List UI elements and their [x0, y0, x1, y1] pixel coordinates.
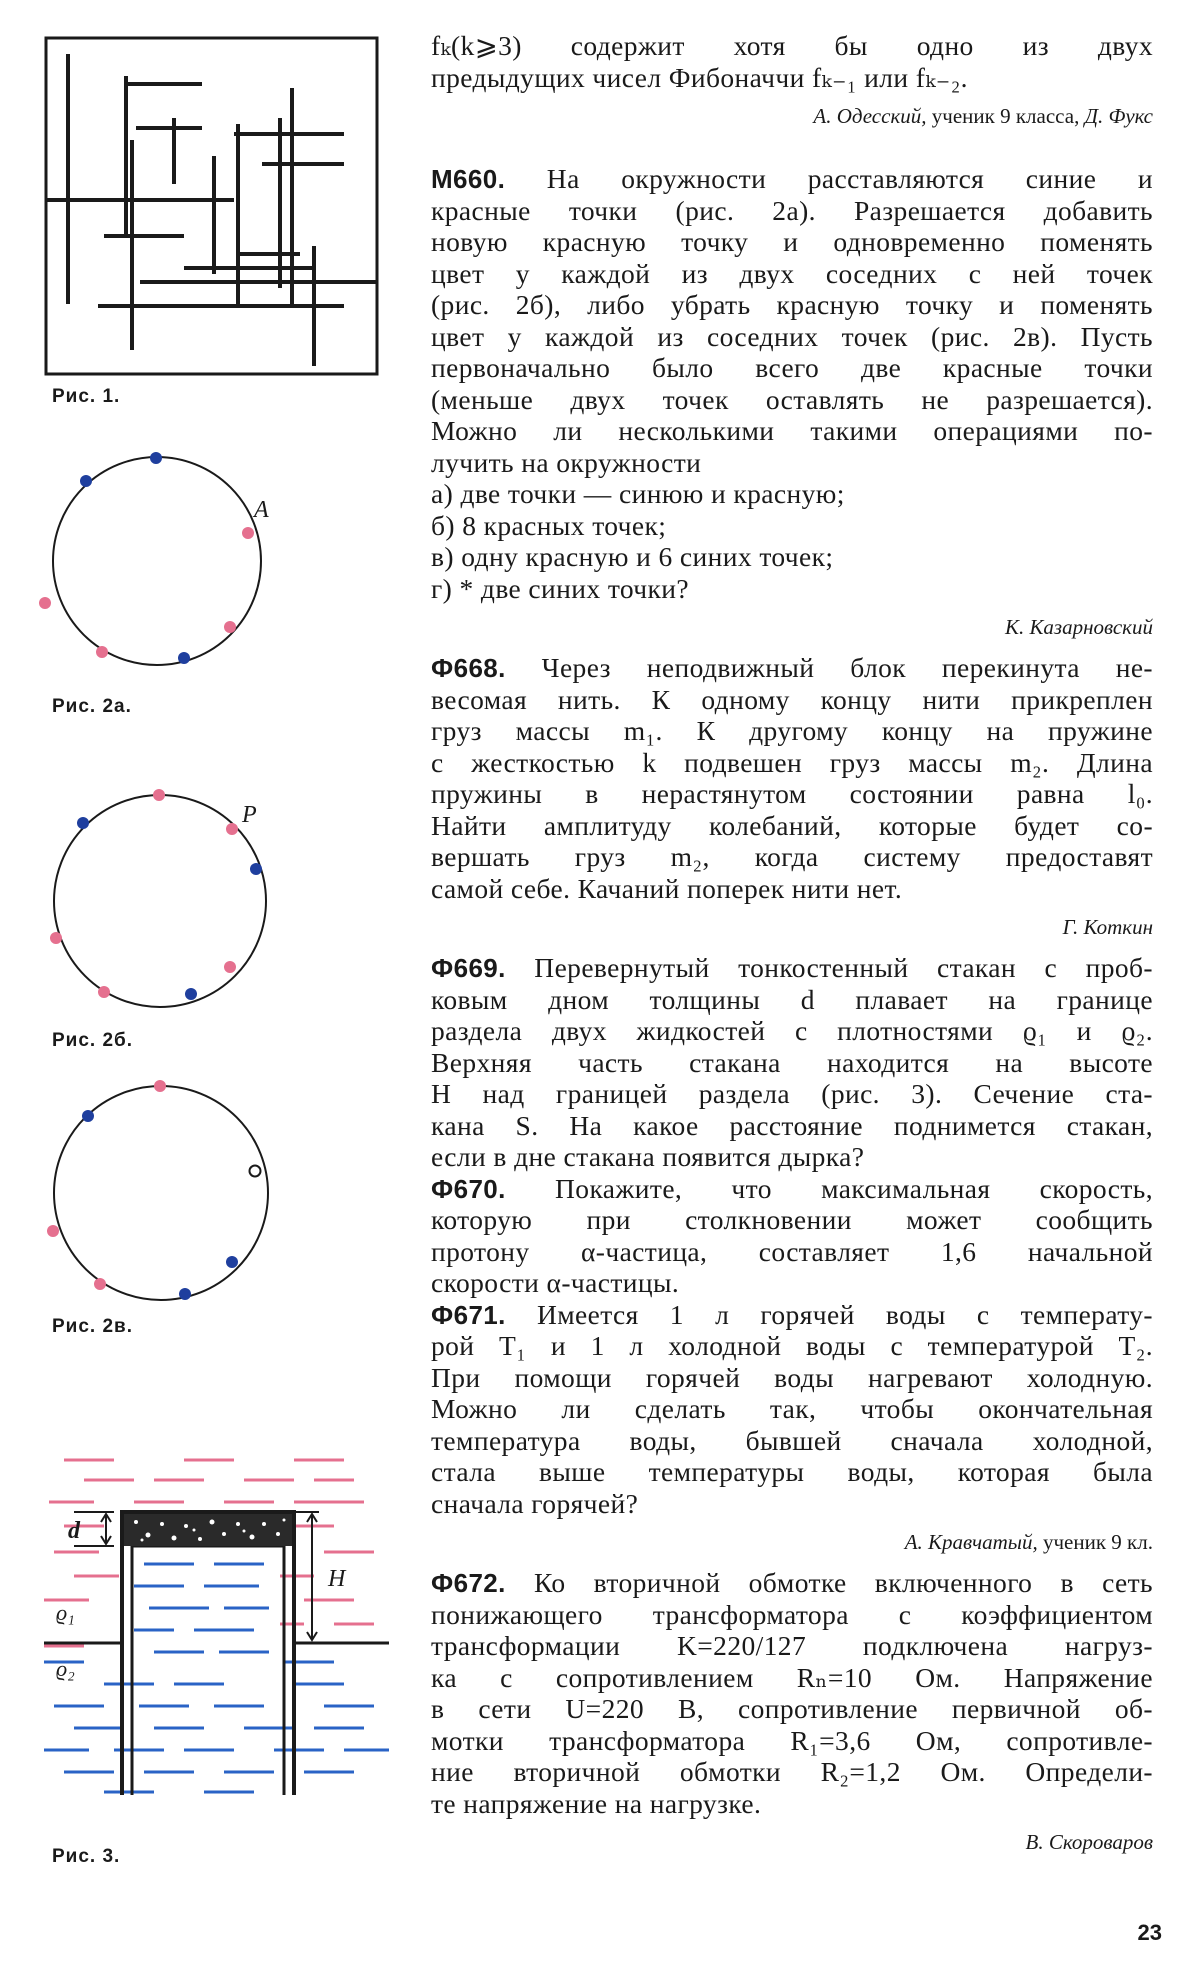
- figure-2b-circle: [44, 784, 284, 1014]
- pink-point: [226, 823, 238, 835]
- list-item: б) 8 красных точек;: [431, 509, 667, 541]
- problem-id: Ф669.: [431, 953, 506, 983]
- pink-point: [224, 621, 236, 633]
- text-line: (меньше двух точек оставлять не разрешается).: [431, 383, 1153, 415]
- blue-point: [82, 1110, 94, 1122]
- text-line: понижающего трансформатора с коэффициентом: [431, 1598, 1153, 1630]
- text-line: первоначально было всего две красные точки: [431, 352, 1153, 383]
- text-line: рой T₁ и 1 л холодной воды с температурой T₂.: [431, 1330, 1153, 1361]
- figure-2a-caption: Рис. 2а.: [52, 696, 132, 717]
- text-line: fₖ(k⩾3) содержит хотя бы одно из двух: [431, 30, 1153, 61]
- author-line: [431, 99, 1153, 133]
- text-line: При помощи горячей воды нагревают холодную.: [431, 1361, 1153, 1393]
- author-name: А. Одесский,: [813, 104, 927, 128]
- text-line: цвет у каждой из соседних точек (рис. 2в). Пусть: [431, 320, 1153, 352]
- text-line: На окружности расставляются синие и: [505, 163, 1153, 194]
- list-item: г) * две синих точки?: [431, 572, 690, 604]
- blue-point: [80, 475, 92, 487]
- empty-point: [250, 1166, 261, 1177]
- text-line: лучить на окружности: [431, 446, 702, 478]
- text-line: ковым дном толщины d плавает на границе: [431, 983, 1153, 1015]
- text-line: весомая нить. К одному концу нити прикреплен: [431, 683, 1153, 715]
- problem-f672: [431, 1567, 1153, 1859]
- text-line: ка с сопротивлением Rₙ=10 Ом. Напряжение: [431, 1661, 1153, 1693]
- figure-3-floating-glass: [44, 1440, 404, 1810]
- text-line: раздела двух жидкостей с плотностями ϱ₁ и ϱ₂.: [431, 1015, 1153, 1046]
- blue-point: [150, 452, 162, 464]
- blue-point: [250, 863, 262, 875]
- label-h: H: [328, 1566, 346, 1592]
- author-line: Г. Коткин: [1062, 915, 1153, 939]
- problem-f670: [431, 1173, 1153, 1299]
- text-line: Через неподвижный блок перекинута не-: [505, 652, 1153, 683]
- problem-id: Ф671.: [431, 1299, 506, 1330]
- problem-f668: [431, 652, 1153, 944]
- text-line: которую при столкновении может сообщить: [431, 1204, 1153, 1235]
- problem-m660: [431, 163, 1153, 644]
- problem-f669: [431, 952, 1153, 1173]
- text-line: кана S. На какое расстояние поднимется стакан,: [431, 1109, 1153, 1141]
- author-name: Д. Фукс: [1084, 104, 1153, 128]
- text-line: в сети U=220 В, сопротивление первичной об-: [431, 1693, 1153, 1724]
- pink-point: [242, 527, 254, 539]
- text-line: протону α-частица, составляет 1,6 начальной: [431, 1235, 1154, 1267]
- text-line: температура воды, бывшей сначала холодной,: [431, 1424, 1153, 1456]
- pink-point: [94, 1278, 106, 1290]
- text-line: груз массы m₁. К другому концу на пружине: [431, 715, 1153, 746]
- figure-2c-caption: Рис. 2в.: [52, 1316, 134, 1337]
- text-line: новую красную точку и одновременно поменять: [431, 226, 1153, 257]
- figure-2a-circle: [38, 445, 278, 675]
- text-line: скорости α-частицы.: [431, 1267, 680, 1298]
- label-d: d: [68, 1518, 80, 1544]
- text-column: [431, 30, 1153, 1867]
- pink-point: [154, 1080, 166, 1092]
- text-line: Верхняя часть стакана находится на высоте: [431, 1046, 1153, 1078]
- text-line: Перевернутый тонкостенный стакан с проб-: [505, 952, 1153, 983]
- text-line: Покажите, что максимальная скорость,: [505, 1172, 1153, 1204]
- blue-point: [185, 988, 197, 1000]
- text-line: Можно ли несколькими такими операциями по-: [431, 415, 1153, 446]
- text-line: самой себе. Качаний поперек нити нет.: [431, 872, 903, 904]
- pink-point: [98, 986, 110, 998]
- figure-3-caption: Рис. 3.: [52, 1846, 121, 1867]
- author-note: ученик 9 класса,: [926, 104, 1085, 128]
- label-rho1: ϱ₁: [56, 1600, 75, 1625]
- intro-section: [431, 30, 1153, 133]
- text-line: пружины в нерастянутом состоянии равна l₀.: [431, 778, 1153, 809]
- text-line: цвет у каждой из двух соседних с ней точек: [431, 257, 1153, 289]
- figure-1-caption: Рис. 1.: [52, 386, 121, 407]
- label-rho2: ϱ₂: [56, 1656, 75, 1681]
- pink-point: [96, 646, 108, 658]
- pink-point: [47, 1225, 59, 1237]
- text-line: Найти амплитуду колебаний, которые будет со-: [431, 809, 1153, 841]
- list-item: а) две точки — синюю и красную;: [431, 478, 845, 509]
- blue-point: [226, 1256, 238, 1268]
- figure-2b-caption: Рис. 2б.: [52, 1030, 134, 1051]
- pink-point: [153, 789, 165, 801]
- text-line: H над границей раздела (рис. 3). Сечение ста-: [431, 1078, 1153, 1109]
- text-line: если в дне стакана появится дырка?: [431, 1141, 865, 1172]
- pink-point: [39, 597, 51, 609]
- text-line: (рис. 2б), либо убрать красную точку и поменять: [431, 289, 1153, 320]
- text-line: Ко вторичной обмотке включенного в сеть: [505, 1567, 1153, 1598]
- author-line: К. Казарновский: [1005, 615, 1153, 639]
- text-line: трансформации K=220/127 подключена нагруз-: [431, 1630, 1153, 1661]
- problem-f671: [431, 1299, 1153, 1560]
- blue-point: [179, 1288, 191, 1300]
- text-line: Имеется 1 л горячей воды с температу-: [505, 1298, 1153, 1330]
- problem-id: М660.: [431, 164, 506, 194]
- pink-point: [224, 961, 236, 973]
- problem-id: Ф670.: [431, 1173, 506, 1204]
- author-line: [431, 1525, 1153, 1559]
- text-line: с жесткостью k подвешен груз массы m₂. Длина: [431, 746, 1153, 778]
- point-label-a: A: [254, 497, 269, 523]
- text-line: предыдущих чисел Фибоначчи fₖ₋₁ или fₖ₋₂.: [431, 61, 968, 93]
- text-line: Можно ли сделать так, чтобы окончательная: [431, 1393, 1153, 1424]
- cork-bottom: [124, 1514, 292, 1546]
- figure-2c-circle: [42, 1076, 282, 1306]
- text-line: вершать груз m₂, когда систему предоставят: [431, 841, 1153, 872]
- upper-liquid-dashes: [44, 1460, 374, 1646]
- blue-point: [178, 652, 190, 664]
- problem-id: Ф668.: [431, 653, 506, 683]
- text-line: стала выше температуры воды, которая была: [431, 1456, 1153, 1487]
- blue-point: [77, 817, 89, 829]
- text-line: красные точки (рис. 2а). Разрешается добавить: [431, 194, 1153, 226]
- point-label-p: P: [242, 802, 257, 828]
- author-note: ученик 9 кл.: [1037, 1530, 1153, 1554]
- page-number: 23: [1137, 1920, 1162, 1945]
- text-line: мотки трансформатора R₁=3,6 Ом, сопротивле-: [431, 1724, 1153, 1756]
- author-name: А. Кравчатый,: [904, 1530, 1038, 1554]
- figure-1-line-maze: [44, 36, 379, 376]
- pink-point: [50, 932, 62, 944]
- author-line: В. Скороваров: [1025, 1830, 1153, 1854]
- lower-liquid-dashes: [44, 1564, 389, 1792]
- dimension-d: [74, 1512, 114, 1546]
- text-line: сначала горячей?: [431, 1487, 639, 1519]
- text-line: ние вторичной обмотки R₂=1,2 Ом. Определи-: [431, 1756, 1153, 1787]
- problem-id: Ф672.: [431, 1568, 506, 1598]
- text-line: те напряжение на нагрузке.: [431, 1787, 762, 1819]
- list-item: в) одну красную и 6 синих точек;: [431, 541, 834, 572]
